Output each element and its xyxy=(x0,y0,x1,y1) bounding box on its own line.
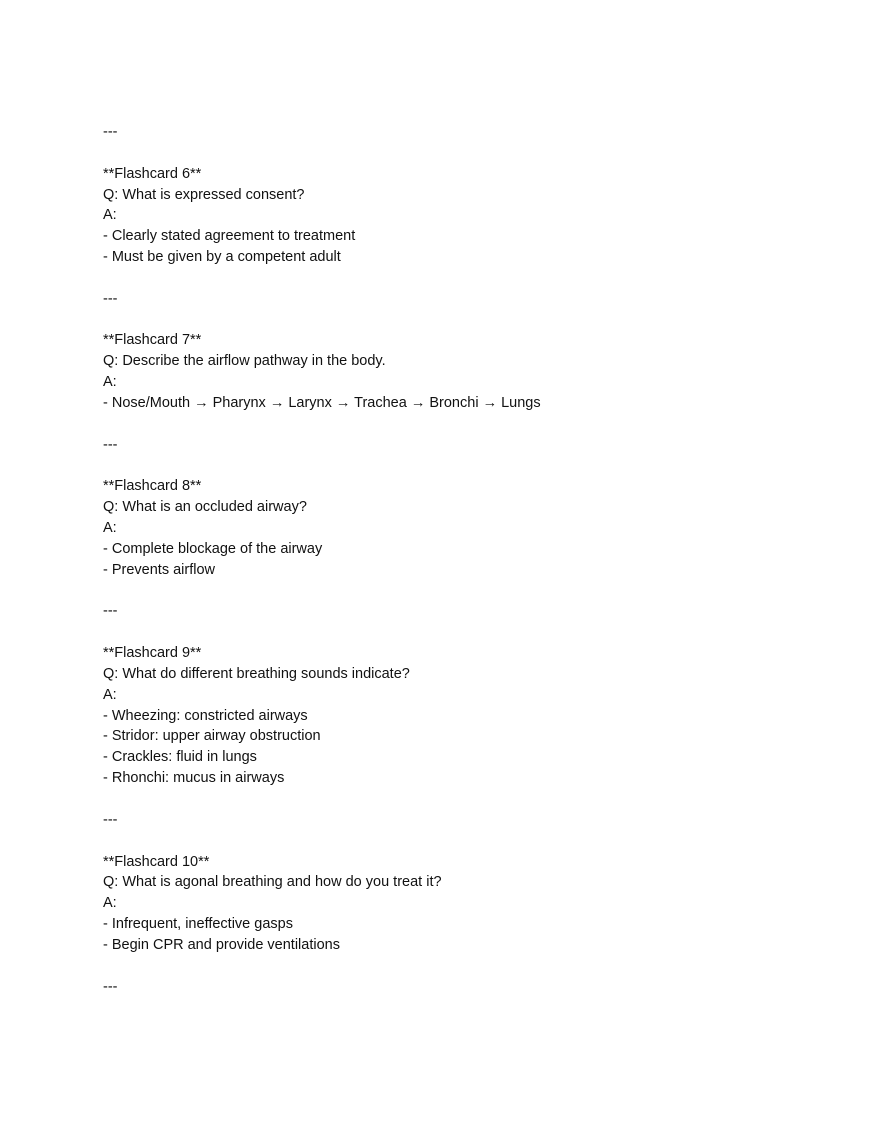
flashcard xyxy=(103,330,803,413)
blank-line xyxy=(103,456,803,477)
flashcard-answer-label: A: xyxy=(103,520,117,537)
flashcard-answer-item: - Stridor: upper airway obstruction xyxy=(103,728,321,745)
flashcard-answer-item: - Prevents airflow xyxy=(103,561,216,578)
flashcard-title: **Flashcard 7** xyxy=(103,332,202,349)
flashcard-answer-label: A: xyxy=(103,895,117,912)
flashcard-title: **Flashcard 10** xyxy=(103,853,210,870)
flashcard-question: Q: What is an occluded airway? xyxy=(103,499,307,516)
flashcard-answer-label: A: xyxy=(103,686,117,703)
separator: --- xyxy=(103,603,118,620)
document-body xyxy=(103,122,803,997)
flashcard-answer-item: - Crackles: fluid in lungs xyxy=(103,749,257,766)
flashcard xyxy=(103,164,803,268)
blank-line xyxy=(103,414,803,435)
flashcard-answer-item: - Clearly stated agreement to treatment xyxy=(103,228,356,245)
blank-line xyxy=(103,310,803,331)
separator: --- xyxy=(103,811,118,828)
flashcard-title: **Flashcard 9** xyxy=(103,645,202,662)
flashcard-question: Q: Describe the airflow pathway in the body. xyxy=(103,353,386,370)
blank-line xyxy=(103,789,803,810)
flashcard-title: **Flashcard 6** xyxy=(103,165,202,182)
flashcard-answer-item: - Begin CPR and provide ventilations xyxy=(103,936,340,953)
flashcard-answer-item: - Complete blockage of the airway xyxy=(103,540,323,557)
blank-line xyxy=(103,268,803,289)
blank-line xyxy=(103,956,803,977)
flashcard-answer-item: - Wheezing: constricted airways xyxy=(103,707,308,724)
flashcard-answer-item: - Rhonchi: mucus in airways xyxy=(103,770,285,787)
flashcard xyxy=(103,852,803,956)
flashcard-answer-item: - Nose/Mouth → Pharynx → Larynx → Trachea → Bronchi → Lungs xyxy=(103,394,541,411)
flashcard-answer-item: - Infrequent, ineffective gasps xyxy=(103,916,293,933)
separator: --- xyxy=(103,978,118,995)
flashcard-question: Q: What is expressed consent? xyxy=(103,186,305,203)
blank-line xyxy=(103,831,803,852)
separator: --- xyxy=(103,436,118,453)
flashcard-answer-label: A: xyxy=(103,374,117,391)
flashcard-question: Q: What do different breathing sounds indicate? xyxy=(103,665,410,682)
flashcard-answer-item: - Must be given by a competent adult xyxy=(103,249,341,266)
blank-line xyxy=(103,143,803,164)
flashcard xyxy=(103,643,803,789)
blank-line xyxy=(103,622,803,643)
flashcard-question: Q: What is agonal breathing and how do you treat it? xyxy=(103,874,442,891)
blank-line xyxy=(103,581,803,602)
flashcard-title: **Flashcard 8** xyxy=(103,478,202,495)
flashcard xyxy=(103,476,803,580)
flashcard-answer-label: A: xyxy=(103,207,117,224)
separator: --- xyxy=(103,124,118,140)
separator: --- xyxy=(103,290,118,307)
